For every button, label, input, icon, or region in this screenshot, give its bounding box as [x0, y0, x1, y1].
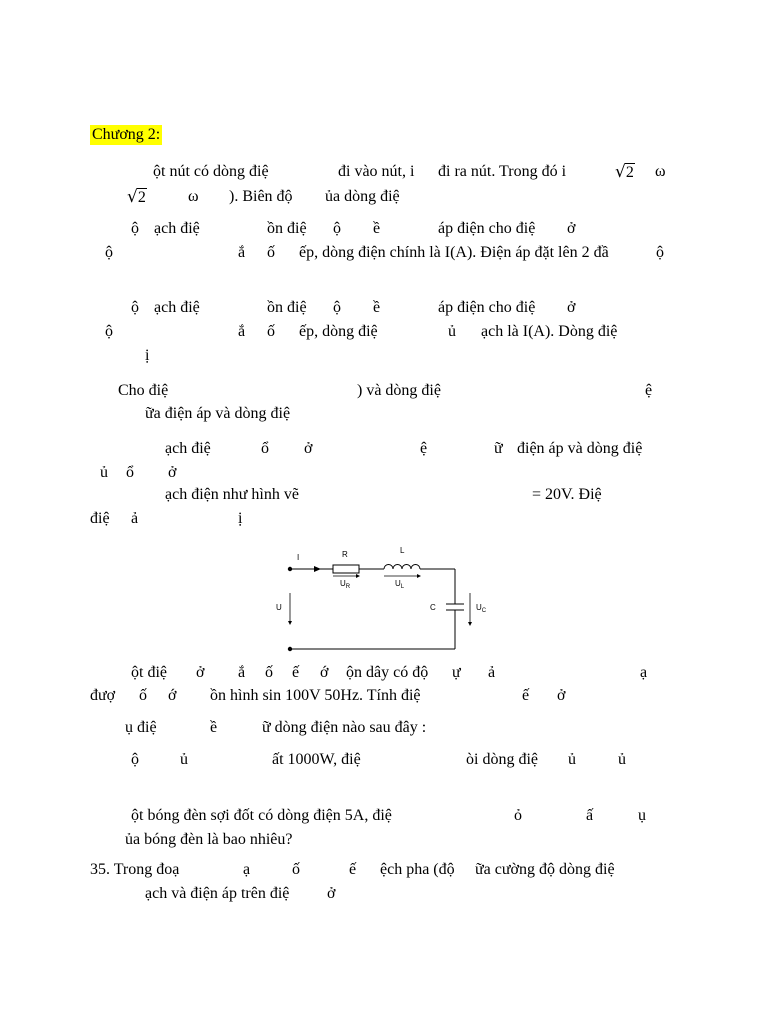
- text-fragment: ạch điệ: [154, 220, 200, 237]
- text-fragment: ếp, dòng điệ: [299, 323, 378, 340]
- text-fragment: ở: [557, 687, 566, 704]
- text-fragment: ủ: [448, 323, 456, 340]
- text-fragment: áp điện cho điệ: [438, 299, 536, 316]
- text-fragment: ự: [452, 664, 461, 681]
- text-fragment: áp điện cho điệ: [438, 220, 536, 237]
- ur-arrow-head: [356, 574, 360, 578]
- text-fragment: ạ: [243, 861, 251, 878]
- text-fragment: ồn hình sin 100V 50Hz. Tính điệ: [210, 687, 421, 704]
- chapter-heading: Chương 2:: [92, 126, 161, 143]
- text-fragment: ớ: [320, 664, 329, 681]
- text-fragment: ữa điện áp và dòng điệ: [145, 405, 291, 422]
- text-fragment: ộ: [656, 244, 664, 261]
- text-fragment: ω: [655, 163, 666, 180]
- inductor: [384, 565, 420, 570]
- text-fragment: 35. Trong đoạ: [90, 861, 180, 878]
- text-fragment: ạch điệ: [154, 299, 200, 316]
- resistor: [333, 565, 359, 573]
- text-fragment: đi vào nút, i: [338, 163, 415, 180]
- square-root: [127, 187, 147, 208]
- text-fragment: ả: [488, 664, 496, 681]
- text-fragment: ồn điệ: [267, 299, 307, 316]
- ul-arrow-head: [417, 574, 421, 578]
- text-fragment: ộ: [105, 323, 113, 340]
- text-fragment: ụ điệ: [125, 719, 157, 736]
- label-ur-sub: R: [345, 584, 351, 590]
- text-fragment: ệch pha (độ: [380, 861, 455, 878]
- text-fragment: ắ: [238, 664, 246, 681]
- text-fragment: ở: [196, 664, 205, 681]
- text-fragment: ạch là I(A). Dòng điệ: [481, 323, 618, 340]
- text-fragment: ố: [265, 664, 273, 681]
- current-arrow: [314, 566, 321, 572]
- label-ul-main: U: [395, 579, 401, 588]
- text-fragment: ệ: [420, 440, 428, 457]
- text-fragment: ộ: [131, 220, 139, 237]
- text-fragment: ạch điện như hình vẽ: [165, 486, 299, 503]
- text-fragment: ắ: [238, 323, 246, 340]
- text-fragment: ị: [238, 510, 243, 527]
- label-ul-sub: L: [400, 584, 405, 590]
- text-fragment: ế: [349, 861, 357, 878]
- text-fragment: ạch điệ: [165, 440, 211, 457]
- text-fragment: ữa cường độ dòng điệ: [475, 861, 615, 878]
- text-fragment: ộ: [333, 299, 341, 316]
- label-uc-main: U: [476, 603, 482, 612]
- radicand: 2: [625, 164, 634, 181]
- radicand: 2: [137, 189, 146, 206]
- text-fragment: ề: [373, 299, 381, 316]
- text-fragment: ộn dây có độ: [346, 664, 429, 681]
- text-fragment: ở: [327, 885, 336, 902]
- text-fragment: ở: [304, 440, 313, 457]
- text-fragment: điệ: [90, 510, 110, 527]
- label-inductor: L: [400, 546, 405, 555]
- text-fragment: ổ: [126, 464, 134, 481]
- text-fragment: òi dòng điệ: [466, 751, 538, 768]
- text-fragment: ếp, dòng điện chính là I(A). Điện áp đặt lên 2 đầ: [299, 244, 609, 261]
- text-fragment: ộ: [333, 220, 341, 237]
- label-ur: [340, 579, 351, 590]
- text-fragment: ố: [267, 323, 275, 340]
- text-fragment: ớ: [168, 687, 177, 704]
- square-root: [615, 162, 635, 183]
- text-fragment: đi ra nút. Trong đó i: [438, 163, 567, 180]
- radical-sign: √: [127, 187, 138, 207]
- text-fragment: ộ: [131, 751, 139, 768]
- text-fragment: ở: [567, 220, 576, 237]
- text-fragment: ủ: [618, 751, 626, 768]
- uc-arrow-head: [468, 622, 472, 626]
- label-uc-sub: C: [481, 608, 487, 614]
- label-source: U: [276, 603, 282, 612]
- text-fragment: ủ: [568, 751, 576, 768]
- text-fragment: ề: [210, 719, 218, 736]
- text-fragment: ệ: [645, 382, 653, 399]
- label-resistor: R: [342, 550, 348, 559]
- label-ul: [395, 579, 405, 590]
- text-fragment: ố: [292, 861, 300, 878]
- label-capacitor: C: [430, 603, 436, 612]
- text-fragment: ề: [373, 220, 381, 237]
- text-fragment: ả: [131, 510, 139, 527]
- text-fragment: = 20V. Điệ: [532, 486, 602, 503]
- text-fragment: ột nút có dòng điệ: [153, 163, 269, 180]
- text-fragment: ấ: [586, 807, 594, 824]
- text-fragment: ữ: [494, 440, 503, 457]
- text-fragment: ở: [168, 464, 177, 481]
- text-fragment: ). Biên độ: [229, 188, 293, 205]
- circuit-diagram: [270, 540, 490, 655]
- source-arrow-head: [288, 621, 292, 625]
- text-fragment: ồn điệ: [267, 220, 307, 237]
- text-fragment: ạ: [640, 664, 648, 681]
- text-fragment: điện áp và dòng điệ: [517, 440, 643, 457]
- text-fragment: ) và dòng điệ: [357, 382, 441, 399]
- text-fragment: ột bóng đèn sợi đốt có dòng điện 5A, điệ: [131, 807, 392, 824]
- text-fragment: ở: [567, 299, 576, 316]
- text-fragment: ủa bóng đèn là bao nhiêu?: [125, 831, 293, 848]
- text-fragment: ω: [188, 188, 199, 205]
- text-fragment: ủ: [100, 464, 108, 481]
- text-fragment: ị: [145, 347, 150, 364]
- text-fragment: ỏ: [514, 807, 522, 824]
- text-fragment: ộ: [105, 244, 113, 261]
- text-fragment: ố: [267, 244, 275, 261]
- text-fragment: ụ: [638, 807, 646, 824]
- text-fragment: ế: [292, 664, 300, 681]
- text-fragment: ế: [522, 687, 530, 704]
- text-fragment: ổ: [261, 440, 269, 457]
- text-fragment: ộ: [131, 299, 139, 316]
- radical-sign: √: [615, 162, 626, 182]
- label-ur-main: U: [340, 579, 346, 588]
- text-fragment: ố: [139, 687, 147, 704]
- text-fragment: đượ: [90, 687, 116, 704]
- label-uc: [476, 603, 487, 614]
- text-fragment: ạch và điện áp trên điệ: [145, 885, 290, 902]
- label-current: I: [297, 553, 300, 562]
- text-fragment: ủ: [180, 751, 188, 768]
- text-fragment: Cho điệ: [118, 382, 169, 399]
- text-fragment: ữ dòng điện nào sau đây :: [262, 719, 427, 736]
- text-fragment: ủa dòng điệ: [325, 188, 400, 205]
- text-fragment: ắ: [238, 244, 246, 261]
- text-fragment: ất 1000W, điệ: [272, 751, 361, 768]
- text-fragment: ột điệ: [131, 664, 167, 681]
